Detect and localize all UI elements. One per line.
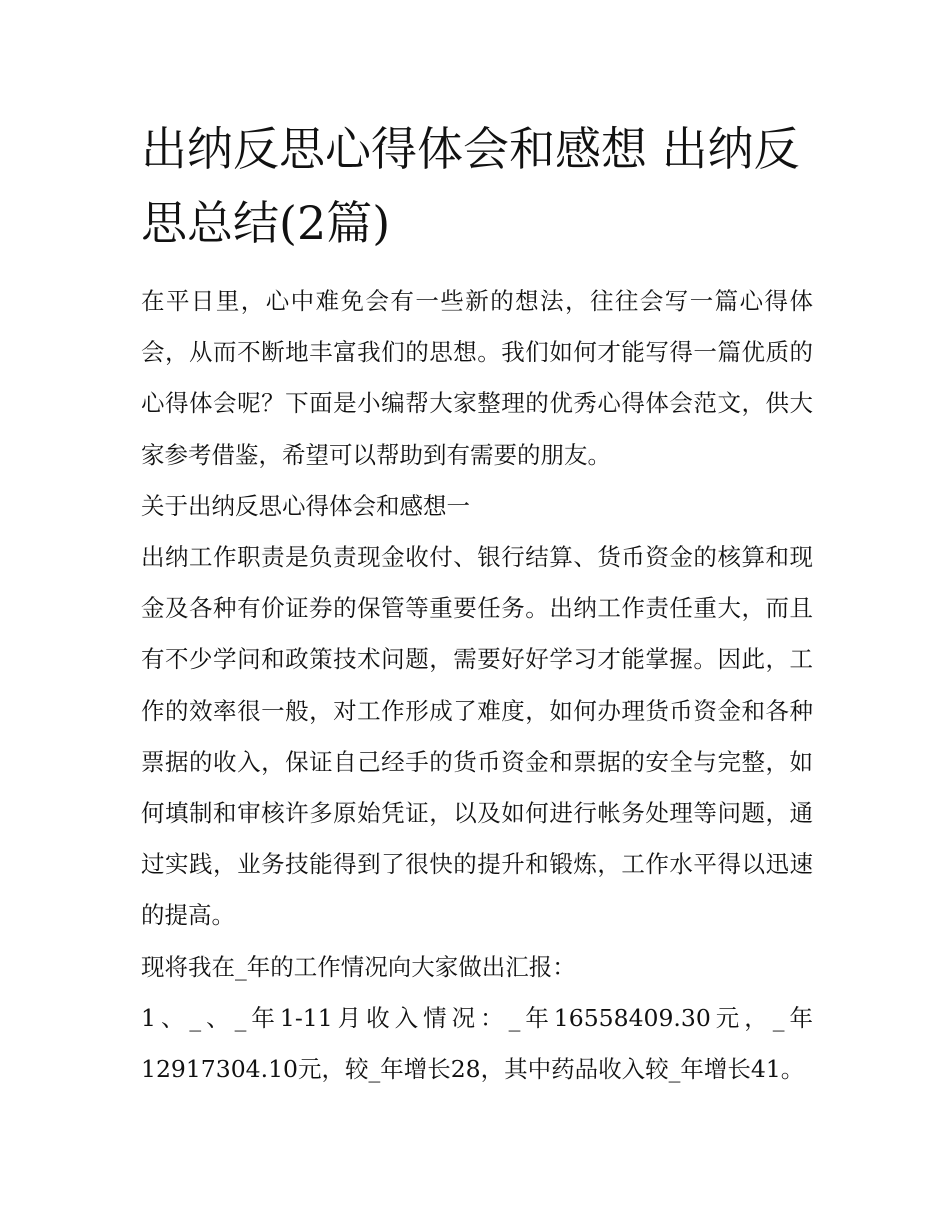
- body-paragraph: 出纳工作职责是负责现金收付、银行结算、货币资金的核算和现金及各种有价证券的保管等重要任务。出纳工作责任重大，而且有不少学问和政策技术问题，需要好好学习才能掌握。因此，工作的效率很一般，对工作形成了难度，如何办理货币资金和各种票据的收入，保证自己经手的货币资金和票据的安全与完整，如何填制和审核许多原始凭证，以及如何进行帐务处理等问题，通过实践，业务技能得到了很快的提升和锻炼，工作水平得以迅速的提高。: [141, 543, 813, 930]
- report-intro-paragraph: 现将我在_年的工作情况向大家做出汇报：: [141, 952, 576, 981]
- document-title: 出纳反思心得体会和感想 出纳反思总结(2篇): [141, 122, 800, 250]
- income-paragraph: 1、_、_年1-11月收入情况：_年16558409.30元，_年12917304.10元，较_年增长28，其中药品收入较_年增长41。: [141, 1003, 813, 1084]
- document-body: [141, 276, 813, 1095]
- section-heading: 关于出纳反思心得体会和感想一: [141, 491, 470, 520]
- intro-paragraph: 在平日里，心中难免会有一些新的想法，往往会写一篇心得体会，从而不断地丰富我们的思想。我们如何才能写得一篇优质的心得体会呢？下面是小编帮大家整理的优秀心得体会范文，供大家参考借鉴，希望可以帮助到有需要的朋友。: [141, 287, 813, 469]
